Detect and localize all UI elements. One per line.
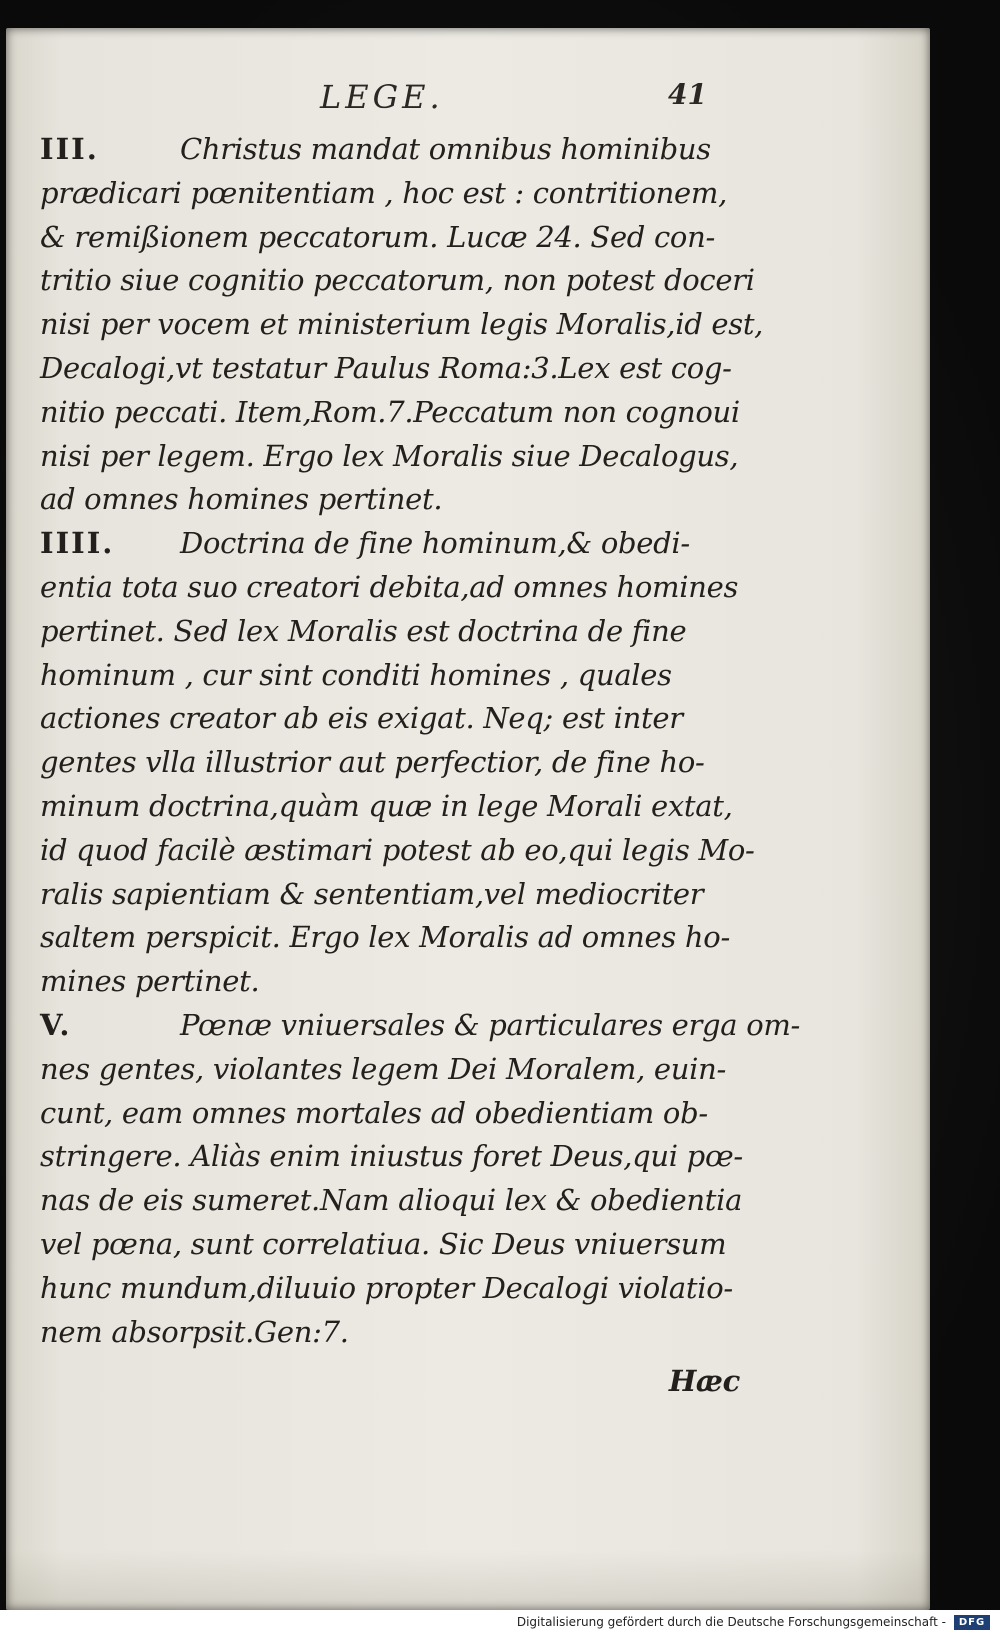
- text-line: nas de eis sumeret.Nam alioqui lex & obedientia: [40, 1183, 743, 1218]
- text-line: nitio peccati. Item,Rom.7.Peccatum non cognoui: [40, 394, 740, 429]
- text-line: saltem perspicit. Ergo lex Moralis ad omnes ho-: [40, 920, 730, 955]
- catchword: Hæc: [668, 1364, 740, 1399]
- text-line: cunt, eam omnes mortales ad obedientiam ob-: [40, 1095, 708, 1130]
- dfg-logo-icon: DFG: [954, 1615, 990, 1630]
- text-line: hominum , cur sint conditi homines , quales: [40, 657, 672, 692]
- text-line: entia tota suo creatori debita,ad omnes homines: [40, 569, 739, 604]
- paragraph-numeral: V.: [40, 1007, 72, 1042]
- text-line: actiones creator ab eis exigat. Neq; est inter: [40, 701, 683, 736]
- line-text: Doctrina de fine hominum,& obedi-: [180, 526, 690, 561]
- paragraph-iiii: [40, 522, 755, 1004]
- paragraph-iii: [40, 128, 764, 522]
- page-number: 41: [668, 78, 707, 111]
- paragraph-numeral: IIII.: [40, 526, 115, 561]
- text-line: stringere. Aliàs enim iniustus foret Deus,qui pœ-: [40, 1139, 743, 1174]
- text-line: minum doctrina,quàm quæ in lege Morali extat,: [40, 788, 733, 823]
- funding-credit: Digitalisierung gefördert durch die Deutsche Forschungsgemeinschaft -: [516, 1615, 946, 1629]
- line-text: Pœnæ vniuersales & particulares erga om-: [180, 1007, 801, 1042]
- text-line: prædicari pœnitentiam , hoc est : contritionem,: [40, 175, 727, 210]
- paragraph-v: [40, 1004, 801, 1354]
- text-line: hunc mundum,diluuio propter Decalogi violatio-: [40, 1270, 733, 1305]
- paragraph-numeral: III.: [40, 132, 99, 166]
- text-line: Decalogi,vt testatur Paulus Roma:3.Lex est cog-: [40, 350, 732, 385]
- page-body: [40, 128, 801, 1404]
- text-line: nisi per legem. Ergo lex Moralis siue Decalogus,: [40, 438, 739, 473]
- text-line: tritio siue cognitio peccatorum, non potest doceri: [40, 263, 755, 298]
- text-line: ad omnes homines pertinet.: [40, 482, 443, 517]
- line-text: Christus mandat omnibus hominibus: [180, 132, 711, 166]
- page-header: [0, 78, 1000, 128]
- text-line: [40, 522, 740, 566]
- text-line: & remißionem peccatorum. Lucæ 24. Sed con-: [40, 219, 715, 254]
- text-line: id quod facilè æstimari potest ab eo,qui legis Mo-: [40, 832, 755, 867]
- text-line: nes gentes, violantes legem Dei Moralem, euin-: [40, 1051, 727, 1086]
- text-line: [40, 1004, 801, 1048]
- digitization-footer: [0, 1610, 1000, 1636]
- text-line: nem absorpsit.Gen:7.: [40, 1314, 349, 1349]
- text-line: ralis sapientiam & sententiam,vel mediocriter: [40, 876, 704, 911]
- text-line: pertinet. Sed lex Moralis est doctrina de fine: [40, 613, 687, 648]
- text-line: nisi per vocem et ministerium legis Moralis,id est,: [40, 307, 764, 342]
- text-line: vel pœna, sunt correlatiua. Sic Deus vniuersum: [40, 1226, 727, 1261]
- text-line: [40, 128, 740, 172]
- running-title: LEGE.: [320, 78, 444, 116]
- text-line: mines pertinet.: [40, 964, 260, 999]
- text-line: gentes vlla illustrior aut perfectior, de fine ho-: [40, 745, 705, 780]
